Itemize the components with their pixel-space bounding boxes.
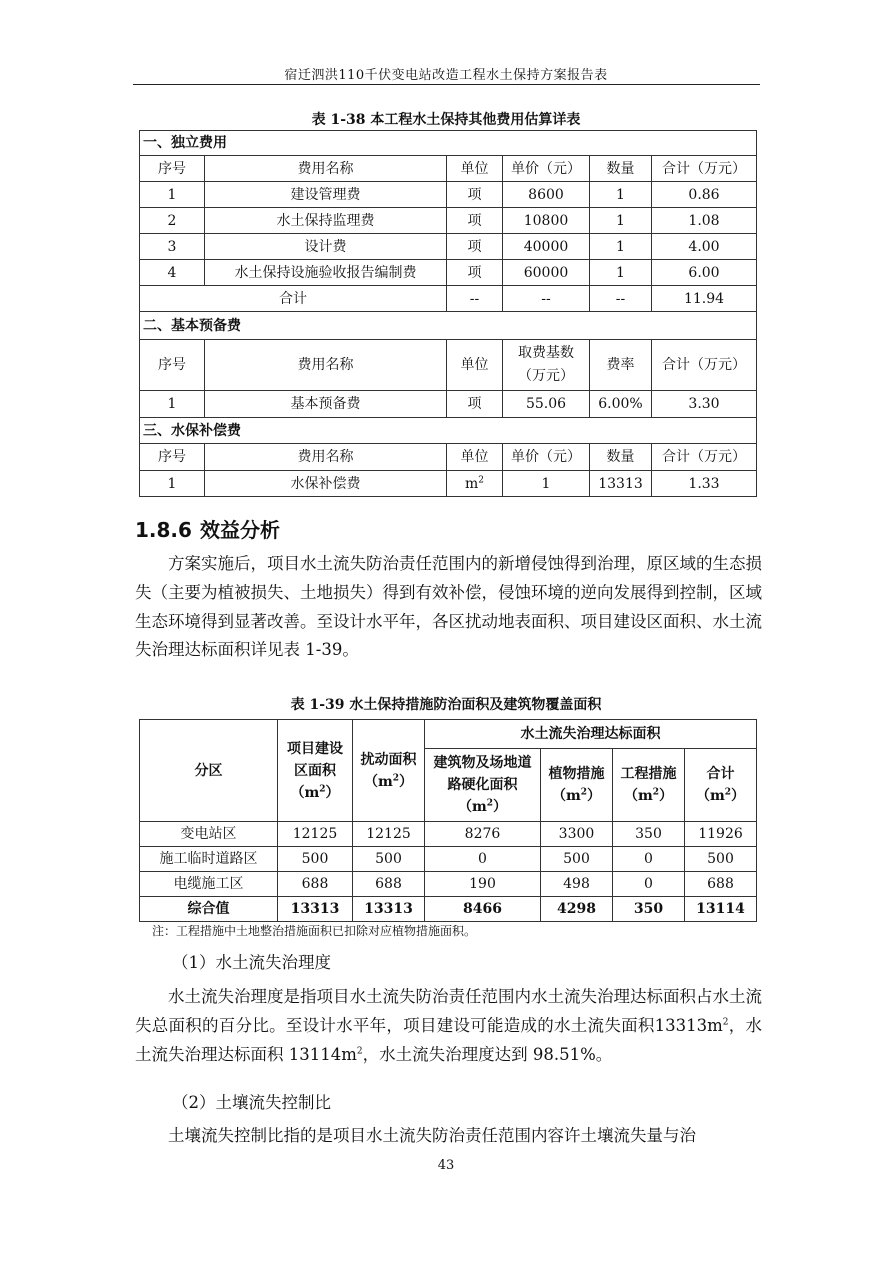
cell: 1 [140, 471, 205, 497]
header-zone: 分区 [140, 720, 278, 822]
header-line: 项目建设 [287, 740, 343, 757]
unit-open: （m [290, 784, 320, 801]
header-road-area [425, 749, 541, 822]
header-plant [541, 749, 613, 822]
cell: 4 [140, 260, 205, 286]
unit-superscript: 2 [486, 798, 494, 809]
cell: 变电站区 [140, 822, 278, 847]
cell: 350 [613, 822, 685, 847]
total-label: 合计 [140, 286, 447, 312]
cell: 1 [590, 208, 652, 234]
unit-text: m [464, 475, 479, 492]
table-note: 注：工程措施中土地整治措施面积已扣除对应植物措施面积。 [152, 924, 477, 938]
header-line [543, 785, 610, 807]
unit-open: （m [363, 773, 393, 790]
header-cell: 单位 [447, 444, 503, 471]
table-row [140, 822, 757, 847]
cell: 688 [278, 872, 353, 897]
header-line: 扰动面积 [360, 751, 417, 768]
section-title: 效益分析 [199, 518, 280, 542]
cell: 项 [447, 260, 503, 286]
unit-superscript: 2 [478, 474, 484, 485]
cell: 2 [140, 208, 205, 234]
table-total-row [140, 897, 757, 922]
header-rule [133, 84, 760, 85]
cell: 13313 [590, 471, 652, 497]
cell: 3 [140, 234, 205, 260]
cell: 8276 [425, 822, 541, 847]
header-line [280, 782, 350, 804]
unit-close: ） [659, 788, 674, 804]
unit-open: （m [695, 788, 725, 804]
subheading-2: （2）土壤流失控制比 [172, 1093, 331, 1112]
table-1-39-caption: 表 1-39 水土保持措施防治面积及建筑物覆盖面积 [290, 697, 602, 713]
header-cell: 合计（万元） [652, 444, 757, 471]
unit-superscript: 2 [652, 787, 660, 798]
header-cell: 单位 [447, 156, 503, 182]
header-line: 建筑物及场地道 [433, 755, 532, 771]
header-line [355, 771, 422, 793]
header-cell: 合计（万元） [652, 156, 757, 182]
cell: 350 [613, 897, 685, 922]
cell: 水土保持设施验收报告编制费 [205, 260, 447, 286]
header-cell: 费用名称 [205, 340, 447, 391]
page-header: 宿迁泗洪110千伏变电站改造工程水土保持方案报告表 [284, 68, 608, 83]
cell: 施工临时道路区 [140, 847, 278, 872]
cell: 1.08 [652, 208, 757, 234]
unit-superscript: 2 [580, 787, 588, 798]
unit-open: （m [623, 788, 653, 804]
header-cell: 合计（万元） [652, 340, 757, 391]
unit-superscript: 2 [724, 787, 732, 798]
header-line: 取费基数 [518, 345, 574, 361]
cell: 设计费 [205, 234, 447, 260]
header-engineering [613, 749, 685, 822]
section-title: 一、独立费用 [140, 131, 757, 156]
header-disturb-area [353, 720, 425, 822]
cell: -- [503, 286, 590, 312]
page-number: 43 [437, 1158, 455, 1173]
table-1-38-caption: 表 1-38 本工程水土保持其他费用估算详表 [311, 112, 581, 128]
cell: 1 [503, 471, 590, 497]
cell: 建设管理费 [205, 182, 447, 208]
cell: 3.30 [652, 391, 757, 418]
cell: 6.00 [652, 260, 757, 286]
cell: -- [590, 286, 652, 312]
cell: 4.00 [652, 234, 757, 260]
header-line: 路硬化面积 [447, 777, 518, 793]
cell: 688 [685, 872, 757, 897]
header-cell: 序号 [140, 340, 205, 391]
cell: 500 [685, 847, 757, 872]
header-group: 水土流失治理达标面积 [425, 720, 757, 749]
cell: 项 [447, 208, 503, 234]
cell: 12125 [278, 822, 353, 847]
cell: 综合值 [140, 897, 278, 922]
table-1-38 [139, 130, 757, 497]
header-line: 工程措施 [620, 766, 677, 782]
cell: 1 [590, 260, 652, 286]
para-text: ，水土流失治理达标面积 13114m [135, 1015, 763, 1064]
cell: 55.06 [503, 391, 590, 418]
cell: 13313 [278, 897, 353, 922]
header-line [427, 796, 538, 818]
section-title: 二、基本预备费 [140, 312, 757, 340]
header-line: 合计 [706, 766, 735, 782]
header-cell: 单价（元） [503, 444, 590, 471]
cell: 11.94 [652, 286, 757, 312]
cell: 60000 [503, 260, 590, 286]
cell: 6.00% [590, 391, 652, 418]
paragraph-1: 方案实施后，项目水土流失防治责任范围内的新增侵蚀得到治理，原区域的生态损失（主要为植被损失、土地损失）得到有效补偿，侵蚀环境的逆向发展得到控制，区域生态环境得到显著改善。至设计水平年，各区扰动地表面积、项目建设区面积、水土流失治理达标面积详见表 1-39。 [135, 554, 762, 660]
section-number: 1.8.6 [135, 518, 192, 542]
cell: 1 [140, 391, 205, 418]
cell: 500 [278, 847, 353, 872]
cell: 498 [541, 872, 613, 897]
table-1-39 [139, 719, 757, 922]
cell: 基本预备费 [205, 391, 447, 418]
paragraph-2 [135, 983, 762, 1069]
header-line: 区面积 [294, 762, 336, 779]
header-cell: 费用名称 [205, 444, 447, 471]
header-cell: 费用名称 [205, 156, 447, 182]
cell: 8600 [503, 182, 590, 208]
cell: -- [447, 286, 503, 312]
cell: 40000 [503, 234, 590, 260]
cell: 10800 [503, 208, 590, 234]
cell: 11926 [685, 822, 757, 847]
cell: 8466 [425, 897, 541, 922]
paragraph-3: 土壤流失控制比指的是项目水土流失防治责任范围内容许土壤流失量与治 [168, 1126, 696, 1145]
header-cell: 数量 [590, 156, 652, 182]
cell: 500 [353, 847, 425, 872]
header-cell: 序号 [140, 444, 205, 471]
para-text: 水土流失治理度是指项目水土流失防治责任范围内水土流失治理达标面积占水土流失总面积的百分比。至设计水平年，项目建设可能造成的水土流失面积 [135, 987, 762, 1035]
unit-close: ） [399, 773, 414, 790]
header-line: （万元） [518, 368, 574, 384]
cell: 1 [140, 182, 205, 208]
cell: 4298 [541, 897, 613, 922]
subheading-1: （1）水土流失治理度 [172, 953, 331, 972]
cell: 688 [353, 872, 425, 897]
section-title: 三、水保补偿费 [140, 418, 757, 444]
header-line: 植物措施 [548, 766, 605, 782]
cell: 0 [613, 872, 685, 897]
unit-open: （m [551, 788, 581, 804]
section-heading [135, 514, 280, 543]
superscript: 2 [356, 1046, 363, 1057]
cell: 500 [541, 847, 613, 872]
cell: 1.33 [652, 471, 757, 497]
cell: 0 [425, 847, 541, 872]
table-row [140, 872, 757, 897]
para-text: 13313m [654, 1015, 723, 1035]
header-cell: 单价（元） [503, 156, 590, 182]
cell: 190 [425, 872, 541, 897]
header-cell: 数量 [590, 444, 652, 471]
unit-close: ） [493, 799, 508, 815]
header-cell: 费率 [590, 340, 652, 391]
unit-close: ） [731, 788, 746, 804]
unit-open: （m [457, 799, 487, 815]
unit-superscript: 2 [319, 783, 326, 794]
superscript: 2 [722, 1017, 729, 1028]
unit-superscript: 2 [392, 772, 400, 783]
cell [447, 471, 503, 497]
header-line [615, 785, 682, 807]
cell: 0 [613, 847, 685, 872]
header-cell: 单位 [447, 340, 503, 391]
para-text: ，水土流失治理度达到 98.51%。 [362, 1044, 613, 1064]
header-build-area [278, 720, 353, 822]
cell: 项 [447, 182, 503, 208]
cell: 电缆施工区 [140, 872, 278, 897]
cell: 水保补偿费 [205, 471, 447, 497]
cell: 项 [447, 391, 503, 418]
unit-close: ） [587, 788, 602, 804]
cell: 13114 [685, 897, 757, 922]
unit-close: ） [325, 784, 340, 801]
table-row [140, 847, 757, 872]
header-line [687, 785, 754, 807]
header-sum [685, 749, 757, 822]
cell: 12125 [353, 822, 425, 847]
cell: 1 [590, 234, 652, 260]
cell: 13313 [353, 897, 425, 922]
cell: 3300 [541, 822, 613, 847]
header-cell: 序号 [140, 156, 205, 182]
cell: 项 [447, 234, 503, 260]
cell: 0.86 [652, 182, 757, 208]
cell: 水土保持监理费 [205, 208, 447, 234]
header-cell [503, 340, 590, 391]
cell: 1 [590, 182, 652, 208]
